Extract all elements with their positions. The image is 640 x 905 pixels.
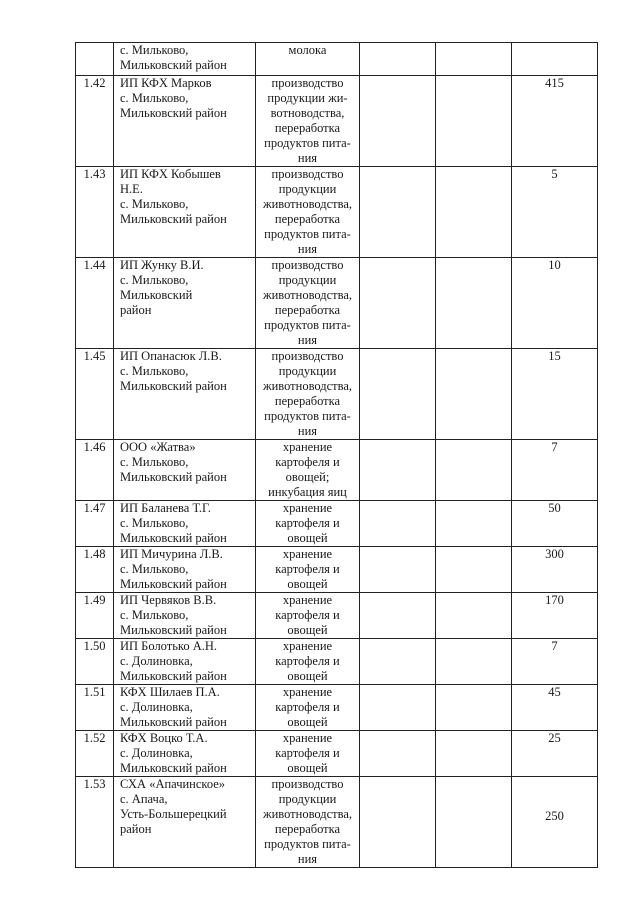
enterprise-name-line: с. Мильково, xyxy=(120,43,189,57)
capacity-value: 415 xyxy=(512,76,598,167)
enterprise-name-line: с. Мильково, xyxy=(120,91,189,105)
activity-line: продуктов пита- xyxy=(264,136,351,150)
enterprise-name-line: Мильковский район xyxy=(120,212,227,226)
activity-line: картофеля и xyxy=(275,608,340,622)
row-number xyxy=(76,43,114,76)
activity-line: овощей xyxy=(287,623,328,637)
activity-cell xyxy=(256,593,360,639)
activity-line: переработка xyxy=(274,394,341,408)
enterprise-name-line: с. Мильково, xyxy=(120,364,189,378)
empty-cell-a xyxy=(360,349,436,440)
enterprise-name-cell xyxy=(114,76,256,167)
capacity-value: 50 xyxy=(512,501,598,547)
activity-cell xyxy=(256,43,360,76)
activity-line: ния xyxy=(297,424,318,438)
capacity-value: 25 xyxy=(512,731,598,777)
activity-cell xyxy=(256,440,360,501)
activity-line: производство xyxy=(271,167,344,181)
table-row xyxy=(76,731,598,777)
enterprise-name-cell xyxy=(114,501,256,547)
activity-line: молока xyxy=(288,43,327,57)
row-number: 1.48 xyxy=(76,547,114,593)
activity-cell xyxy=(256,258,360,349)
activity-cell xyxy=(256,167,360,258)
enterprise-name-line: ИП Баланева Т.Г. xyxy=(120,501,211,515)
enterprise-name-line: ИП КФХ Марков xyxy=(120,76,212,90)
activity-line: переработка xyxy=(274,121,341,135)
activity-line: хранение xyxy=(282,639,333,653)
empty-cell-b xyxy=(436,685,512,731)
table-row xyxy=(76,167,598,258)
activity-line: продукции xyxy=(278,273,337,287)
enterprise-name-line: с. Мильково, xyxy=(120,516,189,530)
activity-line: инкубация яиц xyxy=(268,485,347,499)
activity-line: овощей; xyxy=(285,470,330,484)
empty-cell-a xyxy=(360,547,436,593)
activity-line: животноводства, xyxy=(262,807,353,821)
activity-line: картофеля и xyxy=(275,455,340,469)
row-number: 1.42 xyxy=(76,76,114,167)
activity-line: производство xyxy=(271,258,344,272)
row-number: 1.43 xyxy=(76,167,114,258)
table-row xyxy=(76,777,598,868)
activity-cell xyxy=(256,639,360,685)
activity-line: хранение xyxy=(282,440,333,454)
activity-cell xyxy=(256,777,360,868)
capacity-value xyxy=(512,43,598,76)
enterprise-name-line: Мильковский xyxy=(120,288,193,302)
activity-line: продукции xyxy=(278,182,337,196)
activity-line: животноводства, xyxy=(262,288,353,302)
enterprise-name-cell xyxy=(114,593,256,639)
activity-line: хранение xyxy=(282,593,333,607)
enterprise-name-cell xyxy=(114,258,256,349)
activity-line: вотноводства, xyxy=(270,106,345,120)
enterprise-name-line: Мильковский район xyxy=(120,106,227,120)
enterprise-name-cell xyxy=(114,349,256,440)
enterprise-name-line: с. Апача, xyxy=(120,792,168,806)
activity-line: овощей xyxy=(287,669,328,683)
activity-cell xyxy=(256,501,360,547)
table-row xyxy=(76,349,598,440)
activity-line: продукции жи- xyxy=(267,91,348,105)
activity-line: ния xyxy=(297,333,318,347)
row-number: 1.44 xyxy=(76,258,114,349)
enterprise-name-line: ИП Мичурина Л.В. xyxy=(120,547,223,561)
enterprise-name-line: Усть-Большерецкий xyxy=(120,807,227,821)
activity-line: переработка xyxy=(274,822,341,836)
activity-line: овощей xyxy=(287,761,328,775)
enterprise-name-line: ООО «Жатва» xyxy=(120,440,196,454)
activity-line: производство xyxy=(271,777,344,791)
row-number: 1.49 xyxy=(76,593,114,639)
activity-line: хранение xyxy=(282,731,333,745)
capacity-value: 250 xyxy=(512,777,598,868)
empty-cell-b xyxy=(436,440,512,501)
activity-line: переработка xyxy=(274,212,341,226)
activity-cell xyxy=(256,685,360,731)
empty-cell-a xyxy=(360,593,436,639)
empty-cell-a xyxy=(360,731,436,777)
activity-line: животноводства, xyxy=(262,379,353,393)
table-row xyxy=(76,593,598,639)
row-number: 1.51 xyxy=(76,685,114,731)
table-row xyxy=(76,76,598,167)
table-body xyxy=(76,43,598,868)
empty-cell-a xyxy=(360,777,436,868)
capacity-value: 7 xyxy=(512,639,598,685)
activity-line: овощей xyxy=(287,577,328,591)
activity-line: хранение xyxy=(282,501,333,515)
enterprise-name-line: Мильковский район xyxy=(120,58,227,72)
empty-cell-a xyxy=(360,76,436,167)
empty-cell-b xyxy=(436,167,512,258)
enterprise-name-line: КФХ Воцко Т.А. xyxy=(120,731,208,745)
enterprise-name-cell xyxy=(114,685,256,731)
activity-line: продуктов пита- xyxy=(264,837,351,851)
capacity-value: 5 xyxy=(512,167,598,258)
enterprise-name-line: Мильковский район xyxy=(120,715,227,729)
enterprise-name-cell xyxy=(114,731,256,777)
capacity-value: 10 xyxy=(512,258,598,349)
table-row xyxy=(76,639,598,685)
enterprise-name-line: с. Мильково, xyxy=(120,455,189,469)
capacity-value: 300 xyxy=(512,547,598,593)
enterprise-name-line: Мильковский район xyxy=(120,531,227,545)
row-number: 1.50 xyxy=(76,639,114,685)
activity-line: продукции xyxy=(278,792,337,806)
enterprise-name-line: район xyxy=(120,303,152,317)
activity-line: овощей xyxy=(287,715,328,729)
empty-cell-b xyxy=(436,593,512,639)
capacity-value: 7 xyxy=(512,440,598,501)
enterprise-name-line: Н.Е. xyxy=(120,182,143,196)
enterprise-name-line: ИП КФХ Кобышев xyxy=(120,167,221,181)
activity-line: производство xyxy=(271,349,344,363)
enterprise-name-line: район xyxy=(120,822,152,836)
empty-cell-a xyxy=(360,501,436,547)
activity-line: картофеля и xyxy=(275,516,340,530)
activity-line: продуктов пита- xyxy=(264,227,351,241)
empty-cell-b xyxy=(436,547,512,593)
enterprise-name-cell xyxy=(114,547,256,593)
activity-line: картофеля и xyxy=(275,562,340,576)
enterprise-name-line: Мильковский район xyxy=(120,669,227,683)
enterprise-name-cell xyxy=(114,43,256,76)
activity-line: животноводства, xyxy=(262,197,353,211)
empty-cell-b xyxy=(436,76,512,167)
table-row xyxy=(76,43,598,76)
corner-mark xyxy=(606,16,620,18)
activity-line: хранение xyxy=(282,547,333,561)
row-number: 1.47 xyxy=(76,501,114,547)
table-row xyxy=(76,440,598,501)
activity-line: производство xyxy=(271,76,344,90)
enterprise-name-line: СХА «Апачинское» xyxy=(120,777,226,791)
enterprise-name-line: ИП Болотько А.Н. xyxy=(120,639,218,653)
enterprise-name-line: с. Мильково, xyxy=(120,608,189,622)
enterprise-name-cell xyxy=(114,167,256,258)
table-row xyxy=(76,685,598,731)
enterprise-name-cell xyxy=(114,440,256,501)
empty-cell-a xyxy=(360,685,436,731)
activity-cell xyxy=(256,547,360,593)
activity-cell xyxy=(256,731,360,777)
enterprise-name-line: КФХ Шилаев П.А. xyxy=(120,685,220,699)
table-row xyxy=(76,501,598,547)
enterprise-name-cell xyxy=(114,639,256,685)
empty-cell-b xyxy=(436,639,512,685)
activity-line: картофеля и xyxy=(275,654,340,668)
activity-line: картофеля и xyxy=(275,700,340,714)
empty-cell-b xyxy=(436,731,512,777)
enterprise-name-line: Мильковский район xyxy=(120,577,227,591)
capacity-value: 170 xyxy=(512,593,598,639)
capacity-value: 45 xyxy=(512,685,598,731)
register-table xyxy=(75,42,598,868)
empty-cell-b xyxy=(436,43,512,76)
empty-cell-b xyxy=(436,501,512,547)
enterprise-name-line: ИП Жунку В.И. xyxy=(120,258,204,272)
activity-line: продуктов пита- xyxy=(264,409,351,423)
table-row xyxy=(76,547,598,593)
activity-line: хранение xyxy=(282,685,333,699)
empty-cell-a xyxy=(360,440,436,501)
empty-cell-b xyxy=(436,349,512,440)
activity-line: продуктов пита- xyxy=(264,318,351,332)
row-number: 1.53 xyxy=(76,777,114,868)
empty-cell-b xyxy=(436,258,512,349)
activity-cell xyxy=(256,349,360,440)
enterprise-name-line: Мильковский район xyxy=(120,623,227,637)
empty-cell-a xyxy=(360,167,436,258)
activity-line: ния xyxy=(297,242,318,256)
enterprise-name-line: с. Долиновка, xyxy=(120,700,193,714)
enterprise-name-line: Мильковский район xyxy=(120,470,227,484)
enterprise-name-line: ИП Червяков В.В. xyxy=(120,593,217,607)
enterprise-name-line: с. Мильково, xyxy=(120,562,189,576)
enterprise-name-cell xyxy=(114,777,256,868)
enterprise-name-line: с. Долиновка, xyxy=(120,746,193,760)
activity-line: овощей xyxy=(287,531,328,545)
table-row xyxy=(76,258,598,349)
empty-cell-b xyxy=(436,777,512,868)
capacity-value: 15 xyxy=(512,349,598,440)
empty-cell-a xyxy=(360,258,436,349)
activity-line: продукции xyxy=(278,364,337,378)
enterprise-name-line: с. Долиновка, xyxy=(120,654,193,668)
activity-line: ния xyxy=(297,151,318,165)
activity-line: ния xyxy=(297,852,318,866)
row-number: 1.52 xyxy=(76,731,114,777)
enterprise-name-line: с. Мильково, xyxy=(120,273,189,287)
row-number: 1.45 xyxy=(76,349,114,440)
empty-cell-a xyxy=(360,43,436,76)
enterprise-name-line: Мильковский район xyxy=(120,761,227,775)
activity-cell xyxy=(256,76,360,167)
enterprise-name-line: Мильковский район xyxy=(120,379,227,393)
empty-cell-a xyxy=(360,639,436,685)
enterprise-name-line: с. Мильково, xyxy=(120,197,189,211)
activity-line: переработка xyxy=(274,303,341,317)
activity-line: картофеля и xyxy=(275,746,340,760)
row-number: 1.46 xyxy=(76,440,114,501)
enterprise-name-line: ИП Опанасюк Л.В. xyxy=(120,349,222,363)
